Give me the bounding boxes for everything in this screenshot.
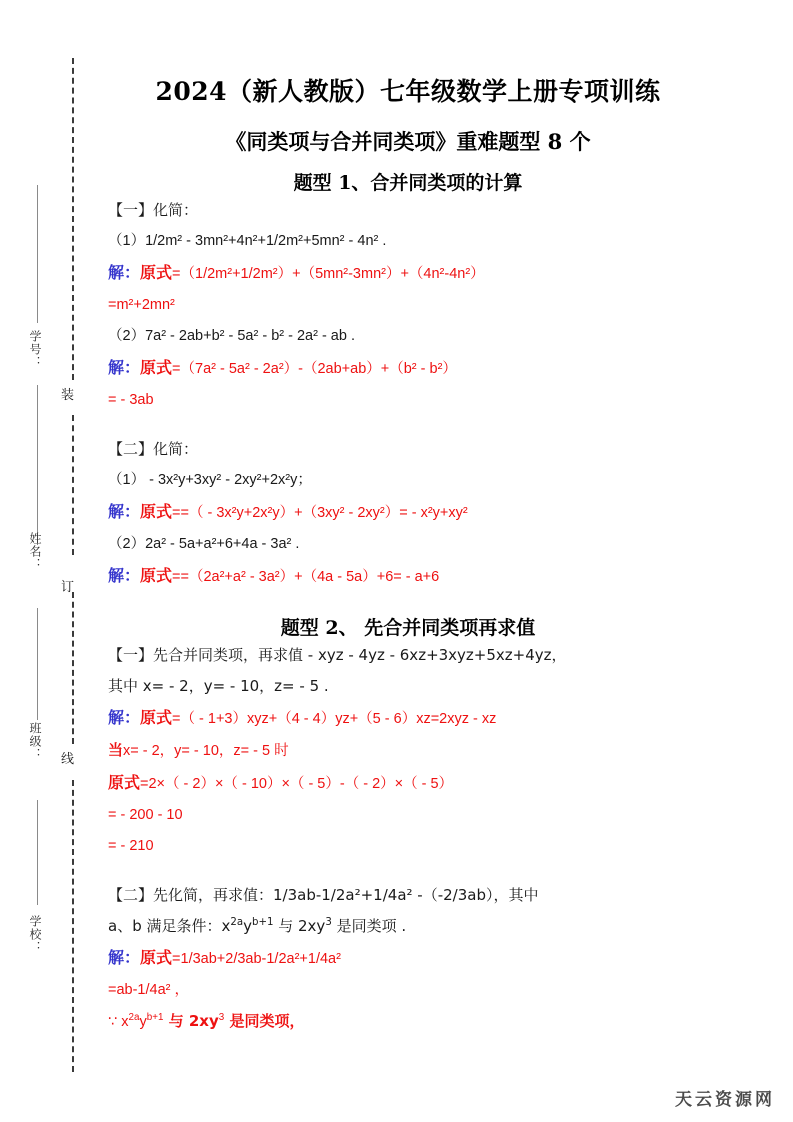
solution-text: ==（2a²+a² - 3a²）+（4a - 5a）+6= - a+6: [172, 569, 440, 585]
conclusion-mid: 与 2xy: [163, 1012, 219, 1030]
binding-char-zhuang: 装: [61, 388, 75, 403]
section-heading-2: 题型 2、 先合并同类项再求值: [280, 617, 536, 639]
margin-solid-rule: [37, 608, 38, 720]
condition-text-b: y: [243, 917, 252, 935]
solution-text: =ab-1/4a² ，: [108, 982, 190, 998]
formula-label: 原式: [140, 502, 173, 521]
solution-text: =m²+2mn²: [108, 297, 175, 313]
problem-solution-2-1: [108, 702, 708, 735]
problem-question-1-2-1: （1） - 3x²y+3xy² - 2xy²+2x²y；: [108, 472, 312, 488]
formula-label: 原式: [140, 263, 173, 282]
solution-conclusion: [108, 1006, 708, 1038]
problem-solution-2-1-eval: [108, 767, 708, 800]
binding-dashed-rule: [72, 780, 74, 1072]
binding-dashed-rule: [72, 58, 74, 380]
solve-label: 解：: [108, 358, 141, 377]
solution-text: =（1/2m²+1/2m²）+（5mn²-3mn²）+（4n²-4n²）: [172, 266, 485, 282]
condition-text-a: a、b 满足条件：x: [108, 917, 231, 935]
problem-solution-2-2: [108, 942, 708, 975]
page-title: 2024（新人教版）七年级数学上册专项训练: [155, 77, 661, 106]
solution-text: =1/3ab+2/3ab-1/2a²+1/4a²: [172, 951, 341, 967]
binding-margin: [0, 0, 105, 1122]
problem-marker-1-1: 【一】化简：: [108, 201, 199, 219]
field-label-school: 学校：: [28, 915, 42, 954]
problem-solution-1-2-2: [108, 560, 708, 593]
condition-text-d: 是同类项 .: [331, 917, 407, 935]
exponent: 3: [218, 1012, 225, 1024]
exponent: b+1: [146, 1012, 164, 1024]
problem-solution-1-2-1: [108, 496, 708, 529]
binding-dashed-rule: [72, 592, 74, 744]
formula-label: 原式: [140, 566, 173, 585]
when-values: x= - 2，y= - 10，z= - 5 时: [123, 743, 289, 759]
margin-solid-rule: [37, 185, 38, 323]
problem-marker-2-2: 【二】先化简，再求值：1/3ab-1/2a²+1/4a² -（-2/3ab），其中: [108, 886, 539, 904]
solution-text: =（ - 1+3）xyz+（4 - 4）yz+（5 - 6）xz=2xyz - xz: [172, 711, 497, 727]
solve-label: 解：: [108, 566, 141, 585]
formula-label: 原式: [140, 708, 173, 727]
formula-label: 原式: [140, 948, 173, 967]
problem-question-1-2-2: （2）2a² - 5a+a²+6+4a - 3a² .: [108, 536, 300, 552]
problem-solution-1-1-1: [108, 257, 708, 290]
problem-solution-1-1-2: [108, 352, 708, 385]
field-label-student-name: 姓名：: [28, 532, 42, 571]
worksheet-content: [108, 0, 708, 1038]
solve-label: 解：: [108, 708, 141, 727]
binding-char-ding: 订: [61, 580, 75, 595]
problem-marker-2-1-line2: 其中 x= - 2，y= - 10，z= - 5 .: [108, 677, 329, 695]
problem-marker-2-2-line2: [108, 911, 708, 942]
problem-question-1-1-2: （2）7a² - 2ab+b² - 5a² - b² - 2a² - ab .: [108, 328, 355, 344]
margin-solid-rule: [37, 385, 38, 545]
solution-text: =2×（ - 2）×（ - 10）×（ - 5）-（ - 2）×（ - 5）: [140, 776, 454, 792]
formula-label: 原式: [140, 358, 173, 377]
solution-text: ==（ - 3x²y+2x²y）+（3xy² - 2xy²）= - x²y+xy²: [172, 505, 468, 521]
problem-marker-2-1: 【一】先合并同类项，再求值 - xyz - 4yz - 6xz+3xyz+5xz+4yz，: [108, 646, 567, 664]
conclusion-tail: 是同类项，: [224, 1012, 305, 1030]
solution-text: = - 200 - 10: [108, 807, 183, 823]
field-label-student-number: 学号：: [28, 330, 42, 369]
section-heading-1: 题型 1、合并同类项的计算: [293, 172, 523, 194]
binding-char-xian: 线: [61, 752, 75, 767]
solve-label: 解：: [108, 948, 141, 967]
watermark: 天云资源网: [675, 1090, 775, 1110]
conclusion-b: y: [139, 1014, 147, 1030]
conclusion-prefix: ∵ x: [108, 1014, 129, 1030]
exponent: 2a: [230, 917, 244, 928]
solve-label: 解：: [108, 263, 141, 282]
problem-question-1-1-1: （1）1/2m² - 3mn²+4n²+1/2m²+5mn² - 4n² .: [108, 233, 387, 249]
solution-text: = - 3ab: [108, 392, 154, 408]
solution-text: =（7a² - 5a² - 2a²）-（2ab+ab）+（b² - b²）: [172, 361, 457, 377]
spacer: [108, 416, 708, 434]
formula-label: 原式: [108, 773, 141, 792]
field-label-class: 班级：: [28, 722, 42, 761]
margin-solid-rule: [37, 800, 38, 905]
when-label: 当: [108, 741, 124, 759]
problem-marker-1-2: 【二】化简：: [108, 440, 199, 458]
condition-text-c: 与 2xy: [273, 917, 326, 935]
substitution-line: [108, 735, 708, 767]
exponent: 2a: [128, 1012, 140, 1024]
solve-label: 解：: [108, 502, 141, 521]
exponent: b+1: [251, 917, 274, 928]
solution-text: = - 210: [108, 838, 154, 854]
binding-dashed-rule: [72, 415, 74, 555]
page-subtitle: 《同类项与合并同类项》重难题型 8 个: [225, 129, 591, 154]
spacer: [108, 862, 708, 880]
exponent: 3: [325, 917, 332, 928]
